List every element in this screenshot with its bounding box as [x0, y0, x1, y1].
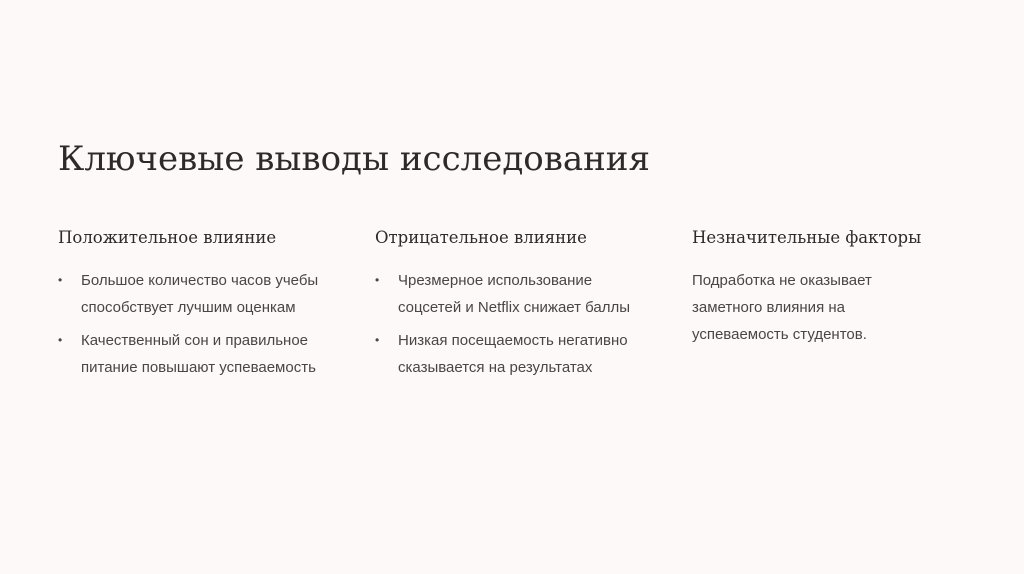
bullet-text: Большое количество часов учебы способствует лучшим оценкам: [81, 272, 319, 316]
column-heading: Незначительные факторы: [692, 228, 922, 247]
column-negative-influence: [375, 225, 665, 376]
bullet-item: [375, 327, 638, 381]
column-heading: Положительное влияние: [58, 228, 277, 247]
column-positive-influence: [58, 225, 348, 376]
column-heading: Отрицательное влияние: [375, 228, 587, 247]
bullet-text: Качественный сон и правильное питание повышают успеваемость: [81, 332, 316, 376]
bullet-dot-icon: •: [58, 333, 63, 347]
bullet-dot-icon: •: [375, 333, 380, 347]
column-paragraph: Подработка не оказывает заметного влияния на успеваемость студентов.: [692, 272, 872, 343]
bullet-list: [58, 267, 348, 387]
slide-title: Ключевые выводы исследования: [58, 139, 650, 179]
bullet-dot-icon: •: [58, 273, 63, 287]
bullet-item: [58, 267, 341, 321]
bullet-text: Чрезмерное использование соцсетей и Netflix снижает баллы: [398, 272, 631, 316]
column-minor-factors: [692, 225, 982, 343]
bullet-dot-icon: •: [375, 273, 380, 287]
bullet-text: Низкая посещаемость негативно сказывается на результатах: [398, 332, 628, 376]
bullet-item: [58, 327, 341, 381]
bullet-list: [375, 267, 665, 387]
bullet-item: [375, 267, 638, 321]
